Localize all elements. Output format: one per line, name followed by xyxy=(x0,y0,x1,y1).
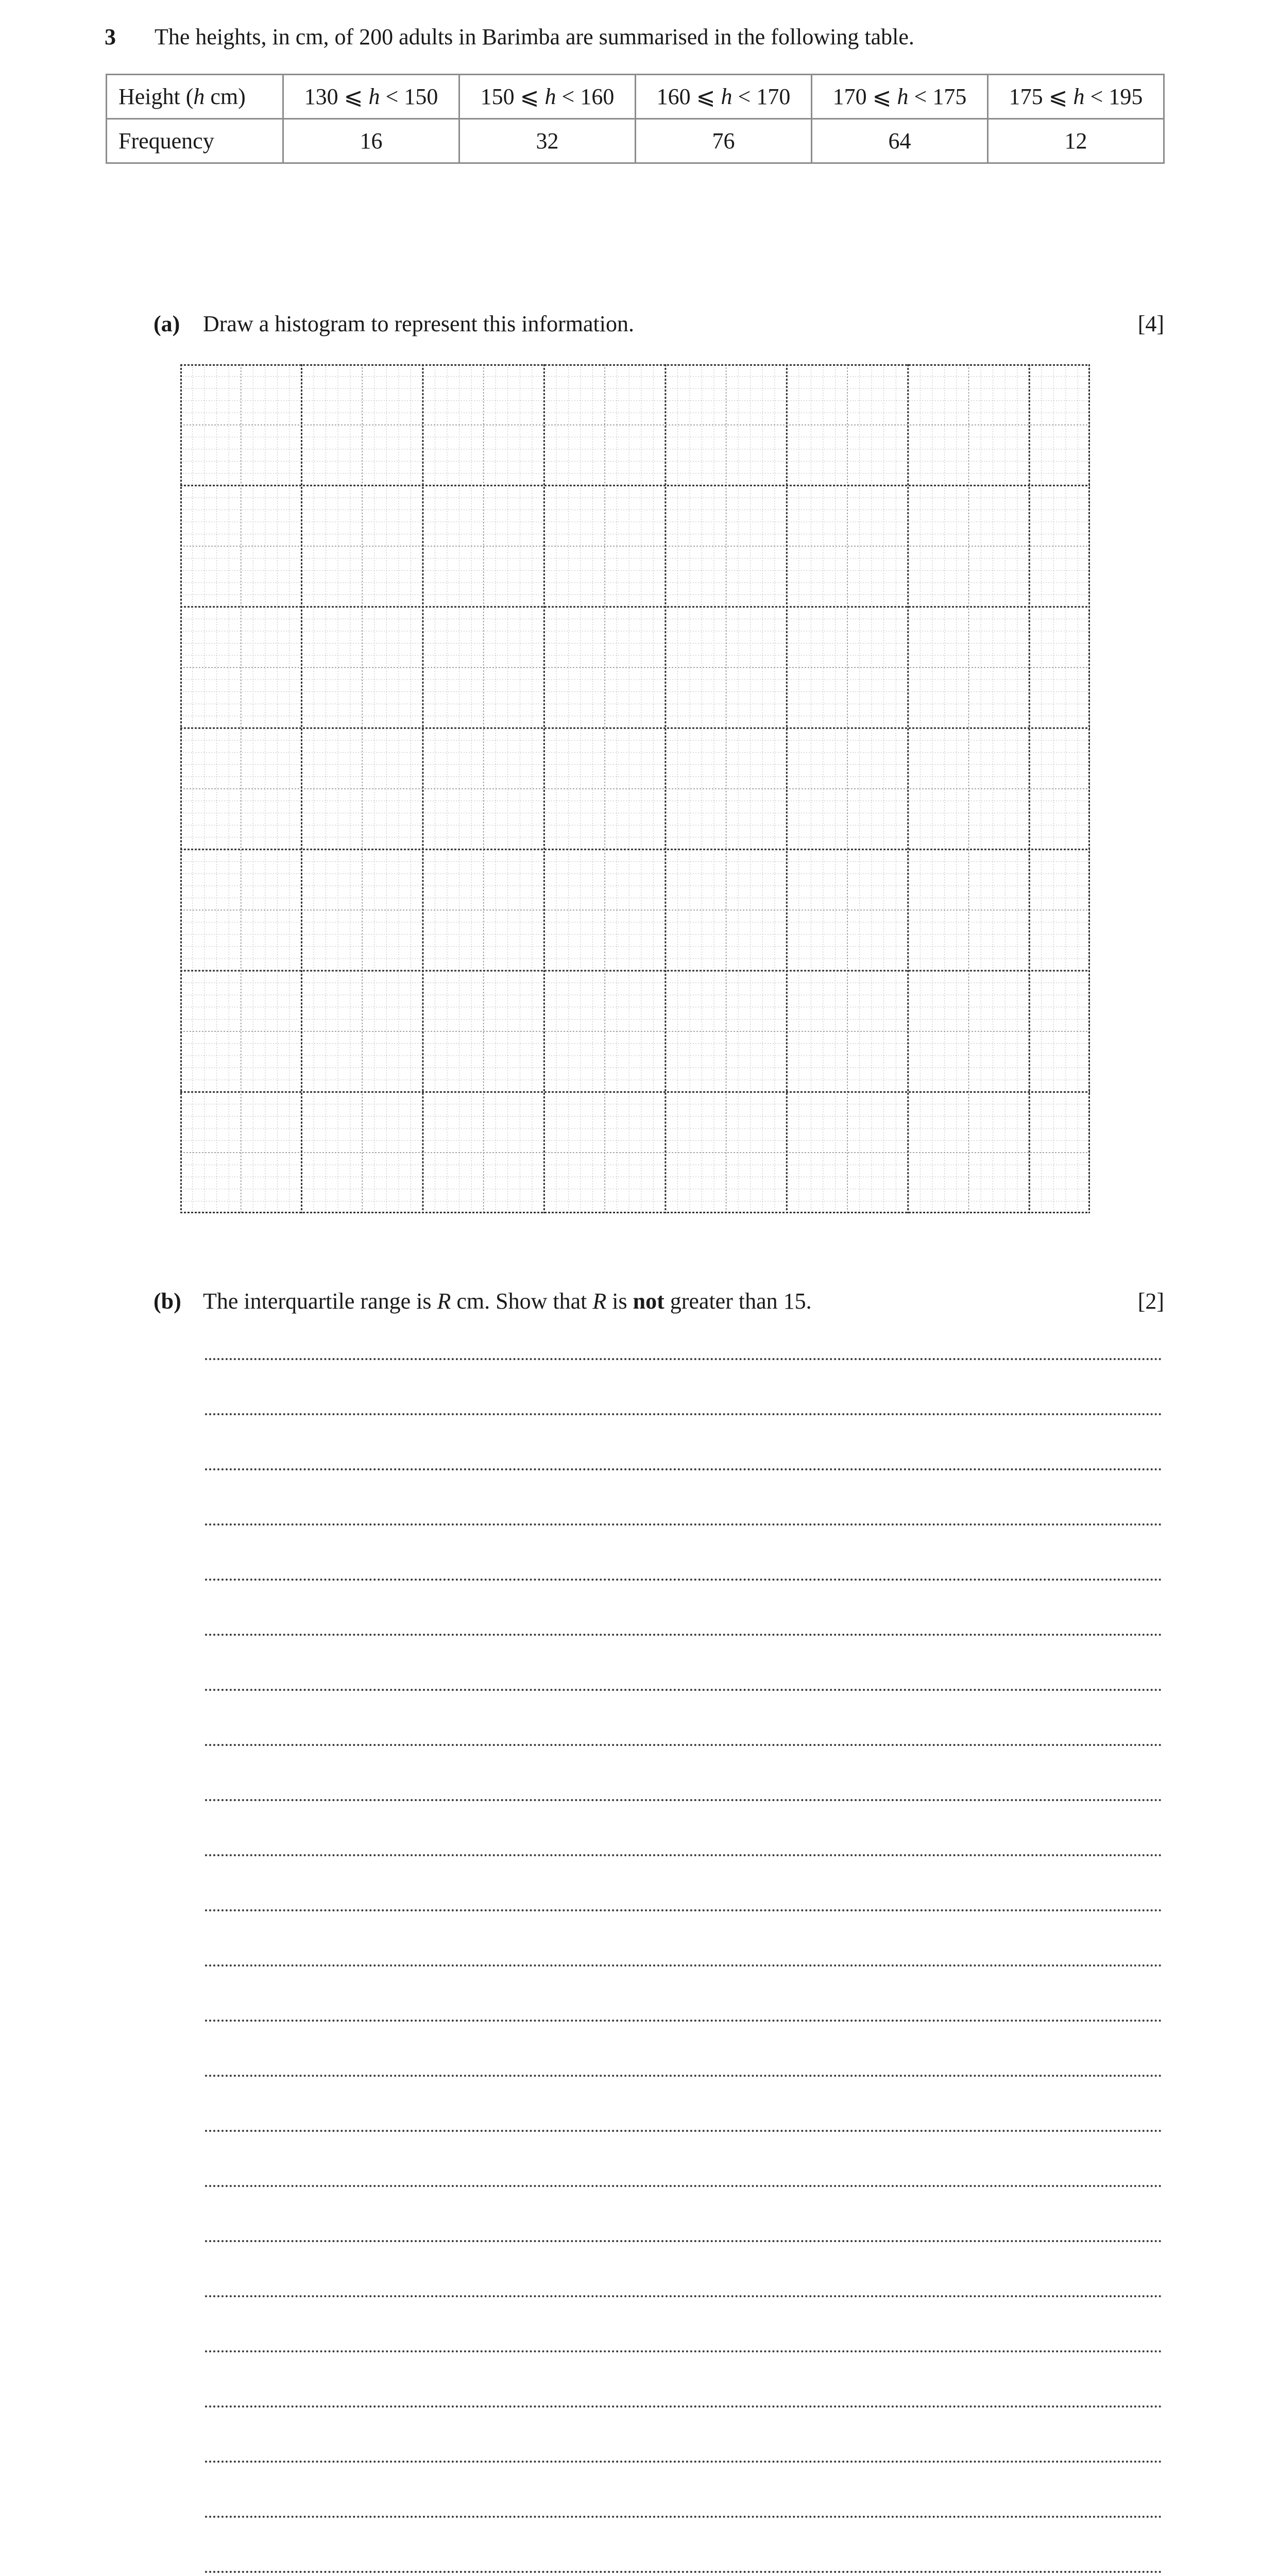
answer-line[interactable] xyxy=(205,1413,1162,1415)
answer-line[interactable] xyxy=(205,1744,1162,1746)
frequency-row xyxy=(107,119,1164,163)
frequency-cell: 16 xyxy=(283,119,459,163)
class-cell: 160 ⩽ h < 170 xyxy=(636,75,812,119)
emphasis-not: not xyxy=(633,1289,664,1314)
frequency-table xyxy=(106,74,1165,164)
answer-line[interactable] xyxy=(205,2350,1162,2352)
answer-line[interactable] xyxy=(205,1909,1162,1911)
part-a-text: Draw a histogram to represent this information. xyxy=(203,311,635,336)
class-cell: 150 ⩽ h < 160 xyxy=(459,75,636,119)
answer-line[interactable] xyxy=(205,1358,1162,1360)
question-number: 3 xyxy=(105,24,116,49)
answer-line[interactable] xyxy=(205,2295,1162,2297)
answer-line[interactable] xyxy=(205,1689,1162,1691)
answer-line[interactable] xyxy=(205,2075,1162,2077)
answer-line[interactable] xyxy=(205,2405,1162,2408)
frequency-cell: 12 xyxy=(988,119,1164,163)
answer-line[interactable] xyxy=(205,1468,1162,1470)
question-stem: The heights, in cm, of 200 adults in Barimba are summarised in the following table. xyxy=(155,24,914,49)
answer-line[interactable] xyxy=(205,1523,1162,1526)
frequency-cell: 76 xyxy=(636,119,812,163)
frequency-header-cell: Frequency xyxy=(107,119,283,163)
height-row xyxy=(107,75,1164,119)
answer-line[interactable] xyxy=(205,2130,1162,2132)
frequency-cell: 32 xyxy=(459,119,636,163)
answer-line[interactable] xyxy=(205,2571,1162,2573)
answer-line[interactable] xyxy=(205,1634,1162,1636)
class-cell: 130 ⩽ h < 150 xyxy=(283,75,459,119)
class-cell: 170 ⩽ h < 175 xyxy=(812,75,988,119)
height-header-var: h xyxy=(193,84,205,109)
height-header-cell xyxy=(107,75,283,119)
height-header-suffix: cm) xyxy=(205,84,246,109)
part-a-marks: [4] xyxy=(1137,311,1164,336)
part-b-marks: [2] xyxy=(1137,1289,1164,1314)
part-b-label: (b) xyxy=(154,1289,181,1314)
class-cell: 175 ⩽ h < 195 xyxy=(988,75,1164,119)
answer-line[interactable] xyxy=(205,1854,1162,1856)
answer-line[interactable] xyxy=(205,2185,1162,2187)
part-a-label: (a) xyxy=(154,311,180,336)
answer-line[interactable] xyxy=(205,2020,1162,2022)
answer-line[interactable] xyxy=(205,2461,1162,2463)
variable-r: R xyxy=(437,1289,451,1314)
height-header-prefix: Height ( xyxy=(118,84,194,109)
frequency-cell: 64 xyxy=(812,119,988,163)
graph-paper-grid xyxy=(180,364,1090,1213)
answer-line[interactable] xyxy=(205,1964,1162,1967)
part-b-text: The interquartile range is R cm. Show that R is not greater than 15. xyxy=(203,1289,812,1314)
variable-r: R xyxy=(592,1289,607,1314)
graph-paper[interactable] xyxy=(180,364,1090,1213)
answer-line[interactable] xyxy=(205,1579,1162,1581)
answer-line[interactable] xyxy=(205,2516,1162,2518)
answer-line[interactable] xyxy=(205,2240,1162,2242)
answer-line[interactable] xyxy=(205,1799,1162,1801)
